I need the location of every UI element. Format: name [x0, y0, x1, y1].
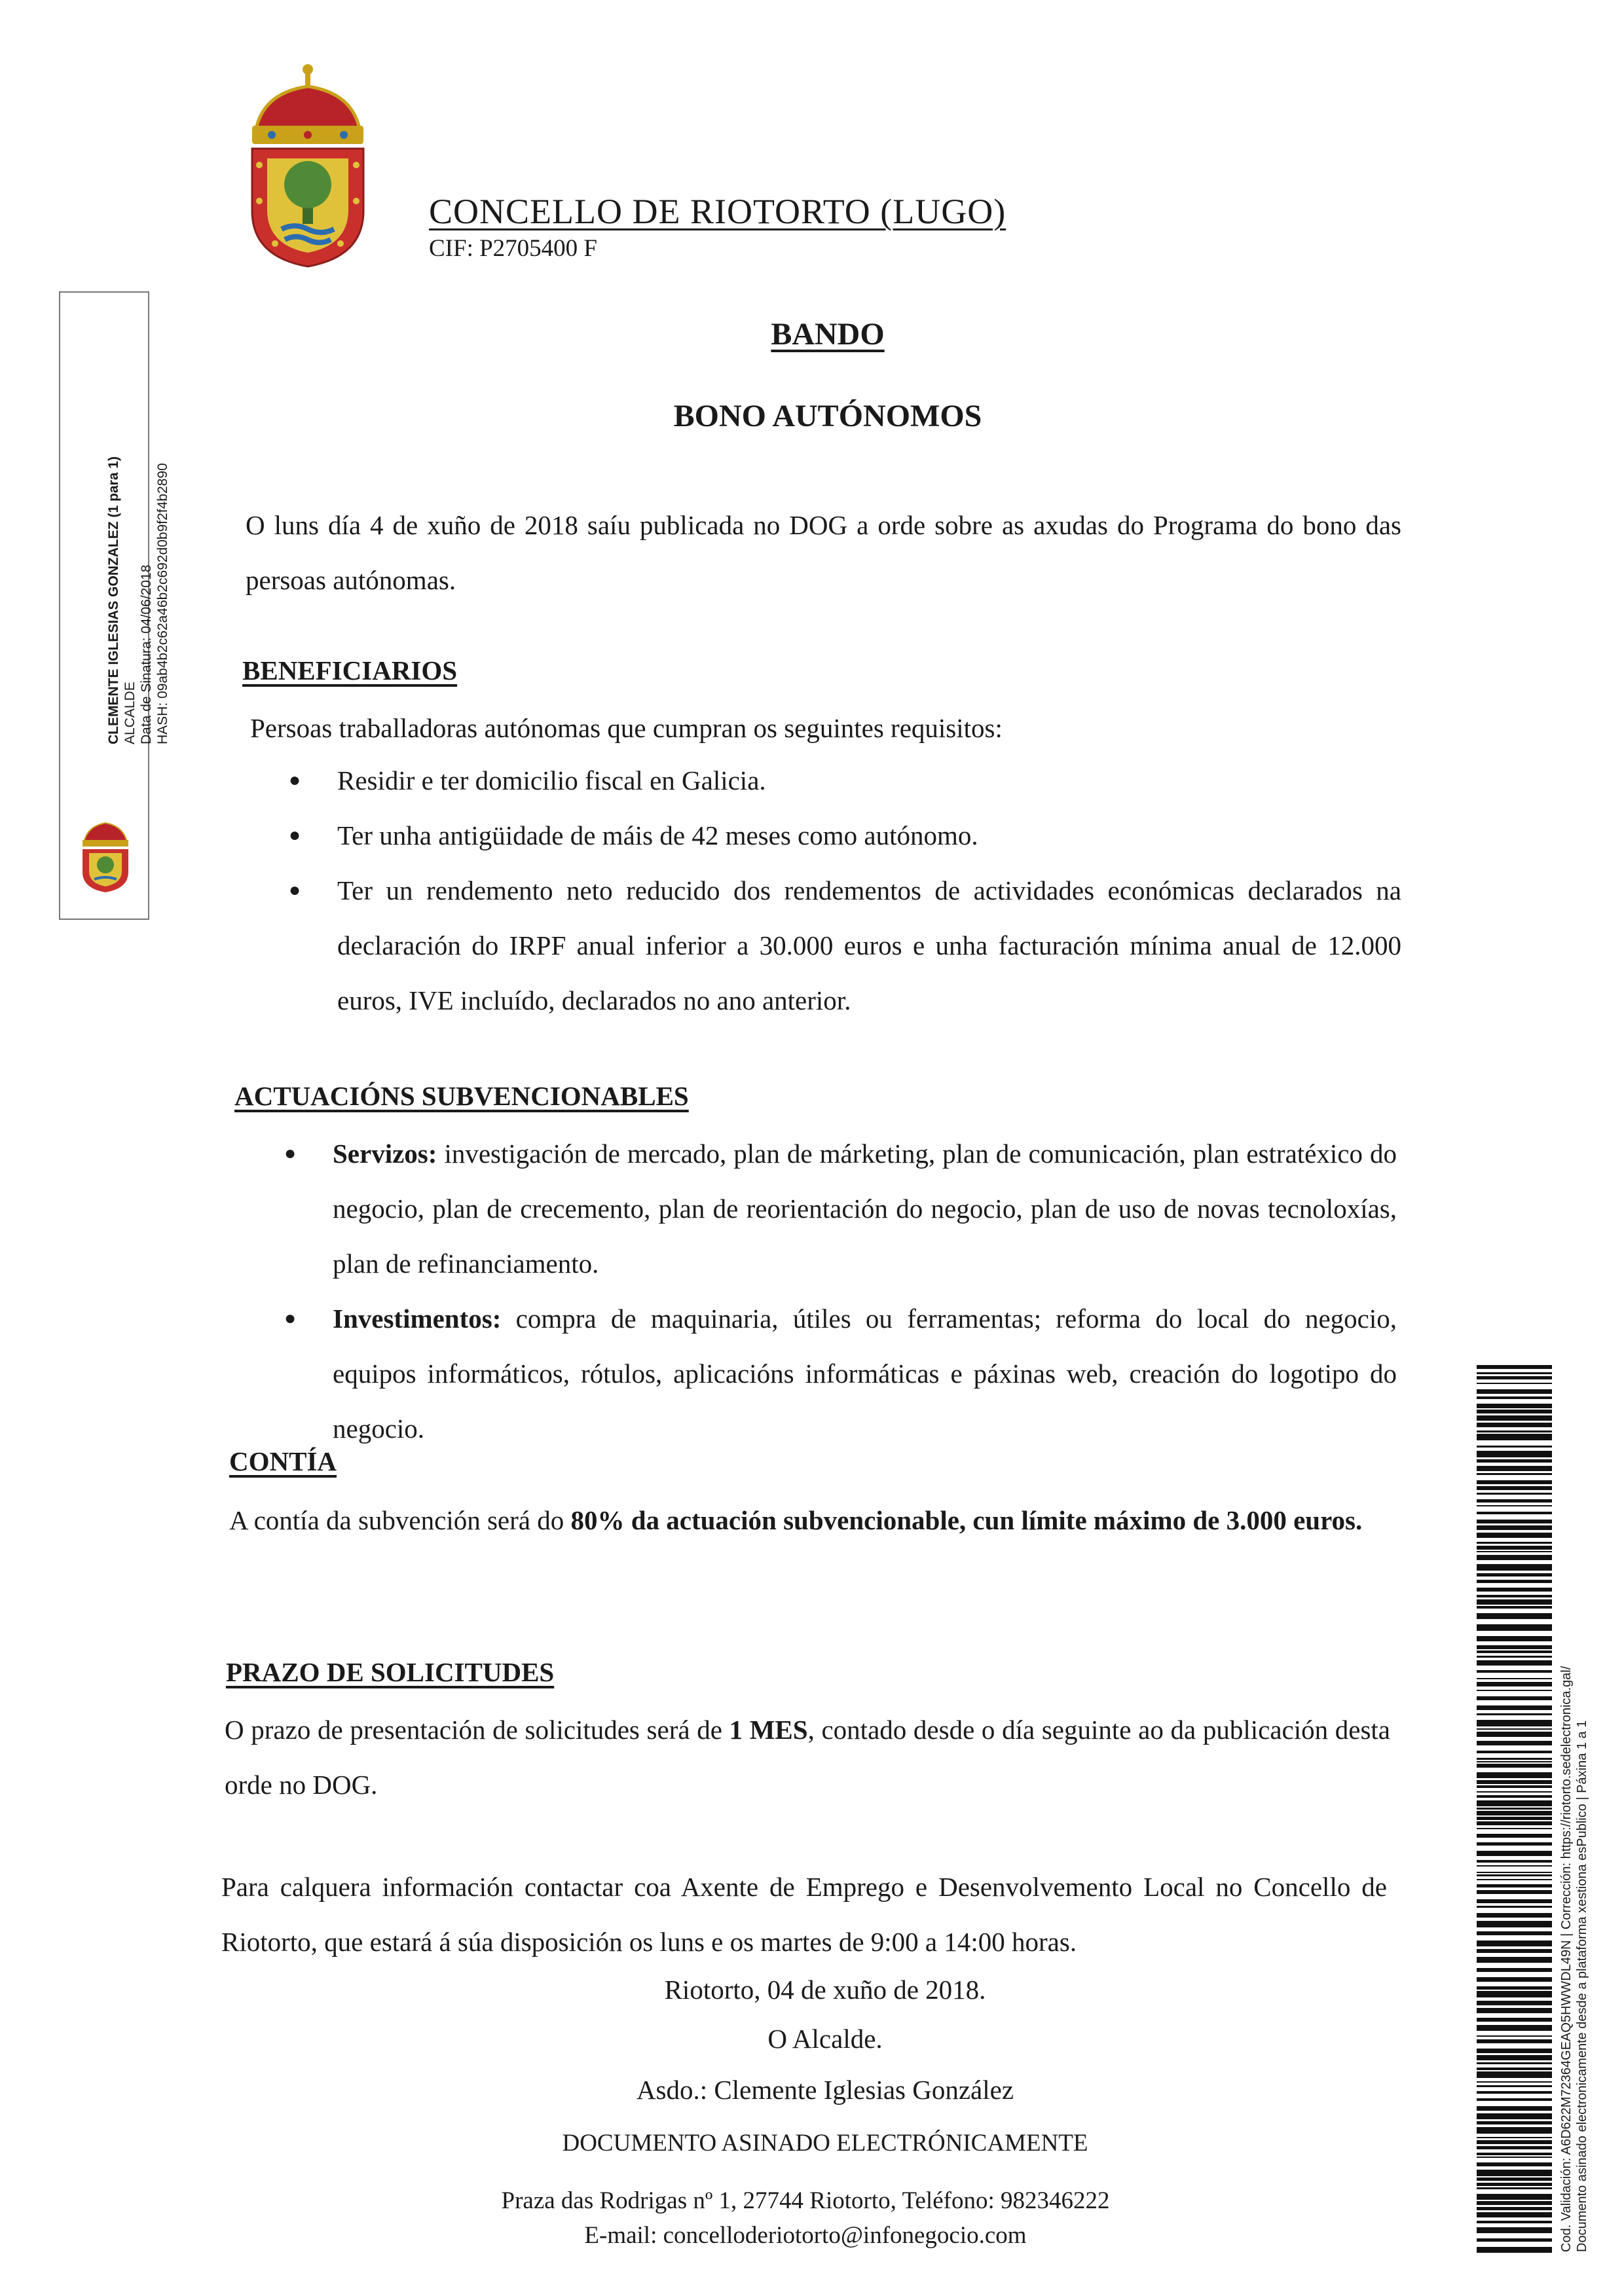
- list-item: ● Ter unha antigüidade de máis de 42 meses como autónomo.: [337, 808, 1401, 863]
- barcode-bar: [1477, 2194, 1552, 2200]
- barcode-bar: [1477, 1811, 1552, 1815]
- bullet-icon: ●: [289, 769, 301, 791]
- barcode-bar: [1477, 1991, 1552, 1997]
- barcode-bar: [1477, 1741, 1552, 1745]
- signer-name: Asdo.: Clemente Iglesias González: [636, 2075, 1014, 2105]
- barcode-bar: [1477, 1986, 1552, 1990]
- barcode-bar: [1477, 1555, 1552, 1560]
- barcode-bar: [1477, 1389, 1552, 1394]
- barcode-bar: [1477, 2137, 1552, 2138]
- barcode-bar: [1477, 1713, 1552, 1715]
- barcode-bar: [1477, 1977, 1552, 1982]
- barcode-bar: [1477, 2187, 1552, 2189]
- stamp-role: ALCALDE: [122, 682, 138, 744]
- barcode-bar: [1477, 1525, 1552, 1530]
- item-term: Servizos:: [333, 1139, 437, 1169]
- document-subject: BONO AUTÓNOMOS: [673, 399, 982, 433]
- document-kind: BANDO: [771, 317, 885, 352]
- page-title: CONCELLO DE RIOTORTO (LUGO): [429, 192, 1006, 231]
- barcode-bar: [1477, 1451, 1552, 1457]
- stamp-crest-icon: [77, 816, 134, 894]
- barcode-bar: [1477, 2035, 1552, 2037]
- barcode-bar: [1477, 1372, 1552, 1374]
- barcode-bar: [1477, 1860, 1552, 1863]
- barcode-bar: [1477, 2068, 1552, 2070]
- barcode-bar: [1477, 1921, 1552, 1927]
- barcode-bar: [1477, 1446, 1552, 1448]
- place-date: Riotorto, 04 de xuño de 2018.: [664, 1975, 986, 2005]
- barcode-bar: [1477, 2170, 1552, 2176]
- barcode-bar: [1477, 1650, 1552, 1653]
- barcode-bar: [1477, 2178, 1552, 2181]
- item-term: Investimentos:: [333, 1303, 502, 1334]
- validation-barcode: [1477, 1365, 1552, 2255]
- barcode-bar: [1477, 2207, 1552, 2210]
- barcode-bar: [1477, 1512, 1552, 1514]
- barcode-bar: [1477, 1949, 1552, 1953]
- barcode-bar: [1477, 1636, 1552, 1641]
- barcode-bar: [1477, 2085, 1552, 2087]
- validation-text: [1559, 1666, 1590, 2252]
- barcode-bar: [1477, 1613, 1552, 1619]
- barcode-bar: [1477, 1941, 1552, 1946]
- bullet-icon: ●: [284, 1142, 297, 1164]
- barcode-bar: [1477, 1430, 1552, 1432]
- barcode-bar: [1477, 1705, 1552, 1710]
- barcode-bar: [1477, 1761, 1552, 1762]
- barcode-bar: [1477, 1599, 1552, 1605]
- barcode-bar: [1477, 1751, 1552, 1753]
- list-item: ● Servizos: investigación de mercado, plan de márketing, plan de comunicación, plan estratéxico do negocio, plan de crecemento, plan de reorientación do negocio, plan de uso de novas tecnoloxías, plan de refinanciamento.: [333, 1126, 1397, 1291]
- electronic-signature-note: DOCUMENTO ASINADO ELECTRÓNICAMENTE: [562, 2130, 1088, 2157]
- contia-heading: CONTÍA: [229, 1446, 337, 1476]
- barcode-bar: [1477, 1795, 1552, 1798]
- list-item: ● Ter un rendemento neto reducido dos rendementos de actividades económicas declarados na declaración do IRPF anual inferior a 30.000 euros e unha facturación mínima anual de 12.000 euros, IVE incluído, declarados no ano anterior.: [337, 863, 1401, 1028]
- barcode-bar: [1477, 1423, 1552, 1427]
- barcode-bar: [1477, 1533, 1552, 1538]
- barcode-bar: [1477, 1499, 1552, 1503]
- bullet-icon: ●: [289, 879, 301, 901]
- beneficiarios-heading: BENEFICIARIOS: [242, 655, 458, 685]
- barcode-bar: [1477, 1899, 1552, 1903]
- barcode-bar: [1477, 2055, 1552, 2060]
- barcode-bar: [1477, 1791, 1552, 1793]
- barcode-bar: [1477, 1376, 1552, 1379]
- beneficiarios-lead: Persoas traballadoras autónomas que cumpran os seguintes requisitos:: [250, 713, 1003, 743]
- barcode-bar: [1477, 1365, 1552, 1369]
- barcode-bar: [1477, 1656, 1552, 1658]
- barcode-bar: [1477, 1785, 1552, 1788]
- barcode-bar: [1477, 1480, 1552, 1484]
- stamp-hash: HASH: 09ab4b2c62a46b2c692d0b9f2f4b2890: [155, 463, 170, 744]
- stamp-text: [105, 325, 171, 744]
- barcode-bar: [1477, 1851, 1552, 1856]
- barcode-bar: [1477, 1678, 1552, 1679]
- barcode-bar: [1477, 1817, 1552, 1820]
- barcode-bar: [1477, 1466, 1552, 1471]
- prazo-paragraph: O prazo de presentación de solicitudes será de 1 MES, contado desde o día seguinte ao da publicación desta orde no DOG.: [225, 1715, 1390, 1800]
- barcode-bar: [1477, 1660, 1552, 1666]
- barcode-bar: [1477, 2140, 1552, 2144]
- barcode-bar: [1477, 2247, 1552, 2253]
- stamp-signer: CLEMENTE IGLESIAS GONZALEZ (1 para 1): [106, 456, 121, 744]
- barcode-bar: [1477, 2238, 1552, 2242]
- validation-platform: Documento asinado electronicamente desde a plataforma xestiona esPublico | Páxina 1 a 1: [1575, 1720, 1589, 2252]
- barcode-bar: [1477, 2062, 1552, 2064]
- actuacions-heading: ACTUACIÓNS SUBVENCIONABLES: [234, 1081, 689, 1111]
- barcode-bar: [1477, 2025, 1552, 2031]
- stamp-date: Data de Sinatura: 04/06/2018: [139, 564, 154, 744]
- barcode-bar: [1477, 1800, 1552, 1806]
- barcode-bar: [1477, 1764, 1552, 1768]
- barcode-bar: [1477, 1520, 1552, 1523]
- barcode-bar: [1477, 1808, 1552, 1810]
- barcode-bar: [1477, 1383, 1552, 1384]
- barcode-bar: [1477, 2183, 1552, 2186]
- barcode-bar: [1477, 2157, 1552, 2158]
- barcode-bar: [1477, 1410, 1552, 1413]
- validation-code: Cod. Validación: A6D622M72364GEAQ5HWWDL49N | Corrección: https://riotorto.sedelectronica.gal/: [1559, 1666, 1574, 2252]
- barcode-bar: [1477, 1415, 1552, 1421]
- barcode-bar: [1477, 1842, 1552, 1846]
- barcode-bar: [1477, 2121, 1552, 2124]
- barcode-bar: [1477, 2008, 1552, 2013]
- contia-paragraph: A contía da subvención será do 80% da actuación subvencionable, cun límite máximo de 3.000 euros.: [229, 1505, 1363, 1535]
- barcode-bar: [1477, 1486, 1552, 1490]
- barcode-bar: [1477, 1546, 1552, 1550]
- barcode-bar: [1477, 1865, 1552, 1867]
- barcode-bar: [1477, 1434, 1552, 1440]
- barcode-bar: [1477, 1720, 1552, 1726]
- barcode-bar: [1477, 2098, 1552, 2101]
- barcode-bar: [1477, 2221, 1552, 2223]
- barcode-bar: [1477, 1682, 1552, 1686]
- barcode-bar: [1477, 1404, 1552, 1408]
- barcode-bar: [1477, 1624, 1552, 1631]
- barcode-bar: [1477, 2049, 1552, 2053]
- barcode-bar: [1477, 1645, 1552, 1649]
- barcode-bar: [1477, 2212, 1552, 2217]
- prazo-term: 1 MES: [729, 1715, 808, 1745]
- barcode-bar: [1477, 1670, 1552, 1673]
- barcode-bar: [1477, 1473, 1552, 1475]
- barcode-bar: [1477, 2106, 1552, 2111]
- barcode-bar: [1477, 1588, 1552, 1592]
- barcode-bar: [1477, 1606, 1552, 1609]
- barcode-bar: [1477, 2146, 1552, 2149]
- barcode-bar: [1477, 1834, 1552, 1838]
- footer-address: Praza das Rodrigas nº 1, 27744 Riotorto, Teléfono: 982346222: [501, 2187, 1110, 2214]
- barcode-bar: [1477, 2039, 1552, 2043]
- signature-stamp: [59, 291, 170, 920]
- barcode-bar: [1477, 2018, 1552, 2022]
- barcode-bar: [1477, 1459, 1552, 1463]
- barcode-bar: [1477, 2091, 1552, 2094]
- barcode-bar: [1477, 1879, 1552, 1880]
- beneficiarios-list: [289, 753, 1401, 1028]
- contact-paragraph: Para calquera información contactar coa Axente de Emprego e Desenvolvemento Local no Concello de Riotorto, que estará á súa disposición os luns e os martes de 9:00 a 14:00 horas.: [221, 1872, 1387, 1957]
- barcode-bar: [1477, 2071, 1552, 2078]
- barcode-bar: [1477, 1872, 1552, 1873]
- contia-amount: 80% da actuación subvencionable, cun límite máximo de 3.000 euros.: [570, 1505, 1363, 1535]
- barcode-bar: [1477, 1732, 1552, 1737]
- barcode-bar: [1477, 1968, 1552, 1972]
- barcode-bar: [1477, 1396, 1552, 1399]
- barcode-bar: [1477, 1690, 1552, 1691]
- bullet-icon: ●: [289, 824, 301, 846]
- list-item: ● Residir e ter domicilio fiscal en Galicia.: [337, 753, 1401, 808]
- footer-email: E-mail: concelloderiotorto@infonegocio.com: [584, 2222, 1027, 2249]
- barcode-bar: [1477, 1758, 1552, 1760]
- barcode-bar: [1477, 1906, 1552, 1908]
- barcode-bar: [1477, 2227, 1552, 2233]
- barcode-bar: [1477, 1505, 1552, 1506]
- actuacions-list: [284, 1126, 1397, 1456]
- barcode-bar: [1477, 2001, 1552, 2005]
- barcode-bar: [1477, 1884, 1552, 1887]
- prazo-heading: PRAZO DE SOLICITUDES: [226, 1657, 555, 1687]
- barcode-bar: [1477, 1580, 1552, 1583]
- barcode-bar: [1477, 1821, 1552, 1825]
- barcode-bar: [1477, 1913, 1552, 1918]
- barcode-bar: [1477, 1957, 1552, 1963]
- barcode-bar: [1477, 1493, 1552, 1495]
- barcode-bar: [1477, 2153, 1552, 2155]
- barcode-bar: [1477, 2127, 1552, 2134]
- barcode-bar: [1477, 1551, 1552, 1552]
- barcode-bar: [1477, 1780, 1552, 1784]
- barcode-bar: [1477, 2081, 1552, 2083]
- barcode-bar: [1477, 1573, 1552, 1576]
- barcode-bar: [1477, 1890, 1552, 1894]
- barcode-bar: [1477, 1595, 1552, 1597]
- barcode-bar: [1477, 1828, 1552, 1829]
- barcode-bar: [1477, 2162, 1552, 2166]
- barcode-bar: [1477, 1696, 1552, 1700]
- barcode-bar: [1477, 1772, 1552, 1778]
- barcode-bar: [1477, 1542, 1552, 1544]
- barcode-bar: [1477, 1874, 1552, 1876]
- signer-role: O Alcalde.: [767, 2024, 883, 2054]
- barcode-bar: [1477, 1728, 1552, 1730]
- bullet-icon: ●: [284, 1307, 297, 1329]
- barcode-bar: [1477, 1564, 1552, 1571]
- barcode-bar: [1477, 2113, 1552, 2119]
- coat-of-arms-logo: [242, 60, 373, 270]
- list-item: ● Investimentos: compra de maquinaria, útiles ou ferramentas; reforma do local do negocio, equipos informáticos, rótulos, aplicacións informáticas e páxinas web, creación do logotipo do negocio.: [333, 1291, 1397, 1456]
- cif-number: CIF: P2705400 F: [429, 235, 598, 262]
- intro-paragraph: O luns día 4 de xuño de 2018 saíu publicada no DOG a orde sobre as axudas do Programa do bono das persoas autónomas.: [246, 510, 1401, 595]
- barcode-bar: [1477, 1931, 1552, 1935]
- barcode-bar: [1477, 2201, 1552, 2205]
